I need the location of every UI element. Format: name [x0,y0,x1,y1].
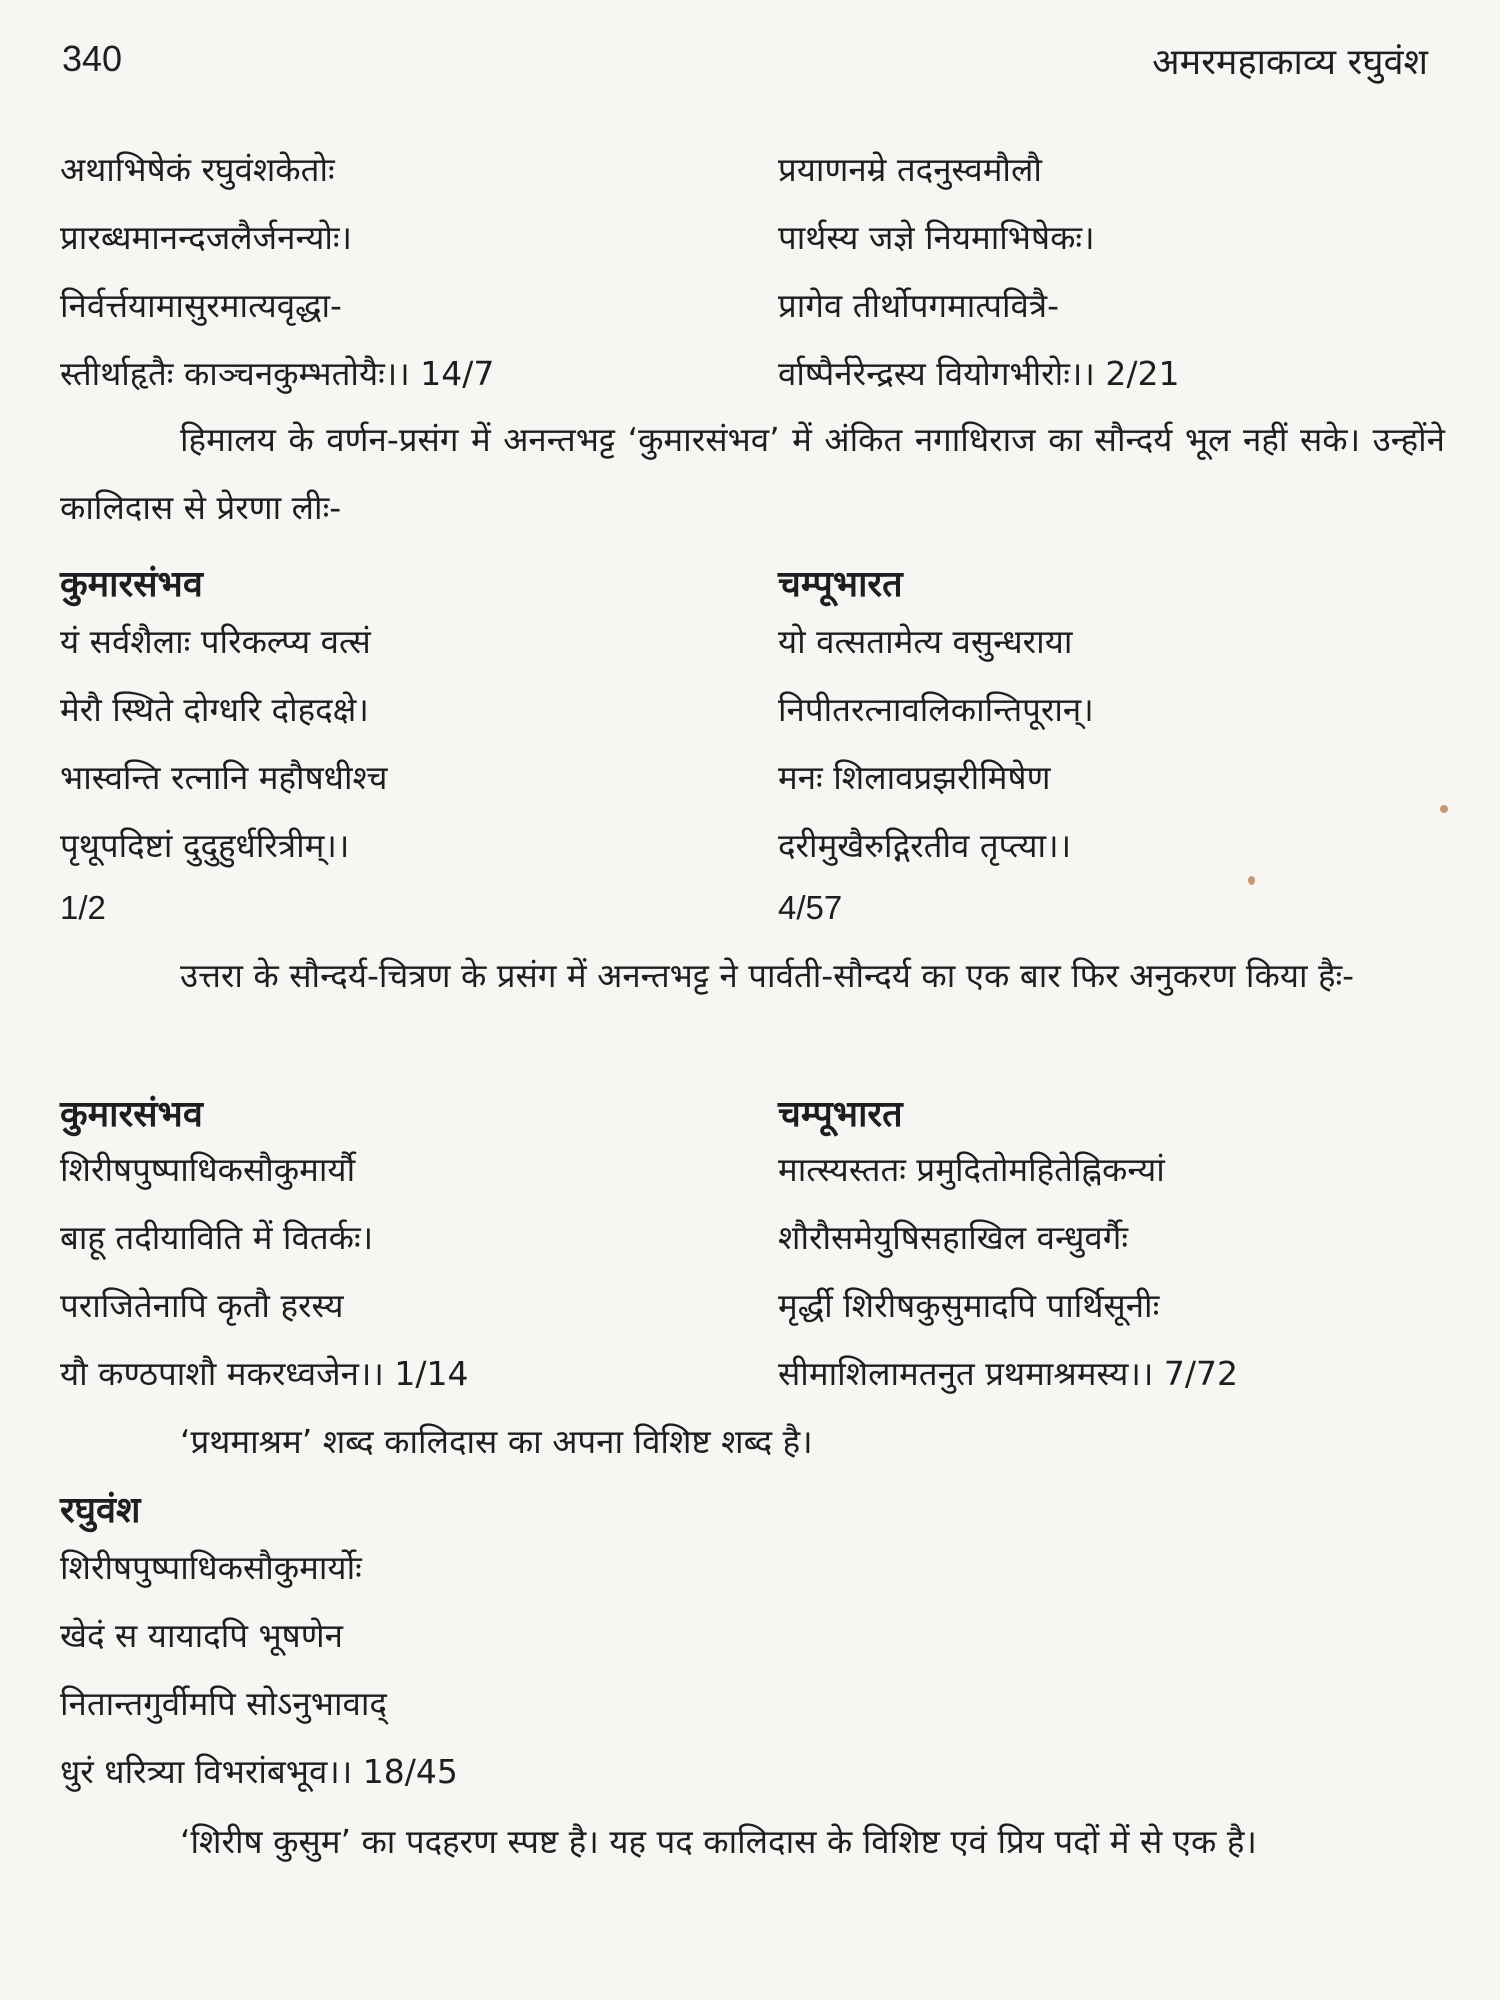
heading-champubharat: चम्पूभारत [778,1094,903,1135]
verse-line: शिरीषपुष्पाधिकसौकुमार्योः [60,1548,362,1587]
verse-line: प्रारब्धमानन्दजलैर्जनन्योः। [60,218,353,257]
verse-line: पार्थस्य जज्ञे नियमाभिषेकः। [778,218,1095,257]
verse-line: प्रयाणनम्रे तदनुस्वमौलौ [778,150,1042,189]
verse-raghuvansha-18-45 [60,1534,458,1806]
verse-line: पृथूपदिष्टां दुदुहुर्धरित्रीम्।। [60,826,350,865]
verse-line: र्वाष्पैर्नरेन्द्रस्य वियोगभीरोः।। 2/21 [778,354,1180,393]
verse-champubharat-4-57 [778,608,1094,936]
heading-raghuvansha: रघुवंश [60,1490,141,1531]
running-head: अमरमहाकाव्य रघुवंश [1152,42,1428,83]
paragraph-uttara: उत्तरा के सौन्दर्य-चित्रण के प्रसंग में अनन्तभट्ट ने पार्वती-सौन्दर्य का एक बार फिर अनुकरण किया हैः- [180,956,1355,995]
verse-line: मृर्द्धी शिरीषकुसुमादपि पार्थिसूनीः [778,1286,1160,1325]
verse-champubharat-7-72 [778,1136,1238,1408]
page-number: 340 [62,38,123,79]
verse-champubharat-2-21 [778,136,1180,408]
verse-line: धुरं धरित्र्या विभरांबभूव।। 18/45 [60,1752,458,1791]
verse-kumarsambhava-1-14 [60,1136,469,1408]
ink-speck [1248,876,1255,885]
verse-line: मेरौ स्थिते दोग्धरि दोहदक्षे। [60,690,369,729]
verse-line: पराजितेनापि कृतौ हरस्य [60,1286,344,1325]
verse-line: निपीतरत्नावलिकान्तिपूरान्। [778,690,1094,729]
verse-line: शिरीषपुष्पाधिकसौकुमार्यौ [60,1150,356,1189]
verse-line: यो वत्सतामेत्य वसुन्धराया [778,622,1073,661]
verse-reference: 1/2 [60,889,106,926]
verse-kumarsambhava-1-2 [60,608,387,936]
paragraph-prathamashrama: ‘प्रथमाश्रम’ शब्द कालिदास का अपना विशिष्ट शब्द है। [180,1422,813,1461]
verse-line: खेदं स यायादपि भूषणेन [60,1616,343,1655]
paragraph-himalaya: हिमालय के वर्णन-प्रसंग में अनन्तभट्ट ‘कुमारसंभव’ में अंकित नगाधिराज का सौन्दर्य भूल नहीं सके। उन्होंने कालिदास से प्रेरणा लीः- [60,420,1445,527]
verse-line: बाहू तदीयाविति में वितर्कः। [60,1218,374,1257]
heading-champubharat: चम्पूभारत [778,564,903,605]
verse-line: यौ कण्ठपाशौ मकरध्वजेन।। 1/14 [60,1354,469,1393]
verse-raghuvansha-14-7 [60,136,494,408]
verse-line: यं सर्वशैलाः परिकल्प्य वत्सं [60,622,371,661]
verse-line: नितान्तगुर्वीमपि सोऽनुभावाद् [60,1684,387,1723]
verse-line: प्रागेव तीर्थोपगमात्पवित्रै- [778,286,1060,325]
verse-line: स्तीर्थाहृतैः काञ्चनकुम्भतोयैः।। 14/7 [60,354,495,393]
ink-speck [1440,805,1448,813]
verse-line: सीमाशिलामतनुत प्रथमाश्रमस्य।। 7/72 [778,1354,1239,1393]
heading-kumarsambhava: कुमारसंभव [60,1094,203,1135]
verse-line: शौरौसमेयुषिसहाखिल वन्धुवर्गैः [778,1218,1128,1257]
verse-line: दरीमुखैरुद्गिरतीव तृप्त्या।। [778,826,1072,865]
verse-line: मात्स्यस्ततः प्रमुदितोमहितेह्निकन्यां [778,1150,1165,1189]
verse-line: भास्वन्ति रत्नानि महौषधीश्च [60,758,388,797]
verse-line: निर्वर्त्तयामासुरमात्यवृद्धा- [60,286,342,325]
heading-kumarsambhava: कुमारसंभव [60,564,203,605]
verse-line: मनः शिलावप्रझरीमिषेण [778,758,1051,797]
verse-line: अथाभिषेकं रघुवंशकेतोः [60,150,335,189]
paragraph-shirisha-kusuma: ‘शिरीष कुसुम’ का पदहरण स्पष्ट है। यह पद कालिदास के विशिष्ट एवं प्रिय पदों में से एक है। [180,1822,1257,1861]
verse-reference: 4/57 [778,889,843,926]
